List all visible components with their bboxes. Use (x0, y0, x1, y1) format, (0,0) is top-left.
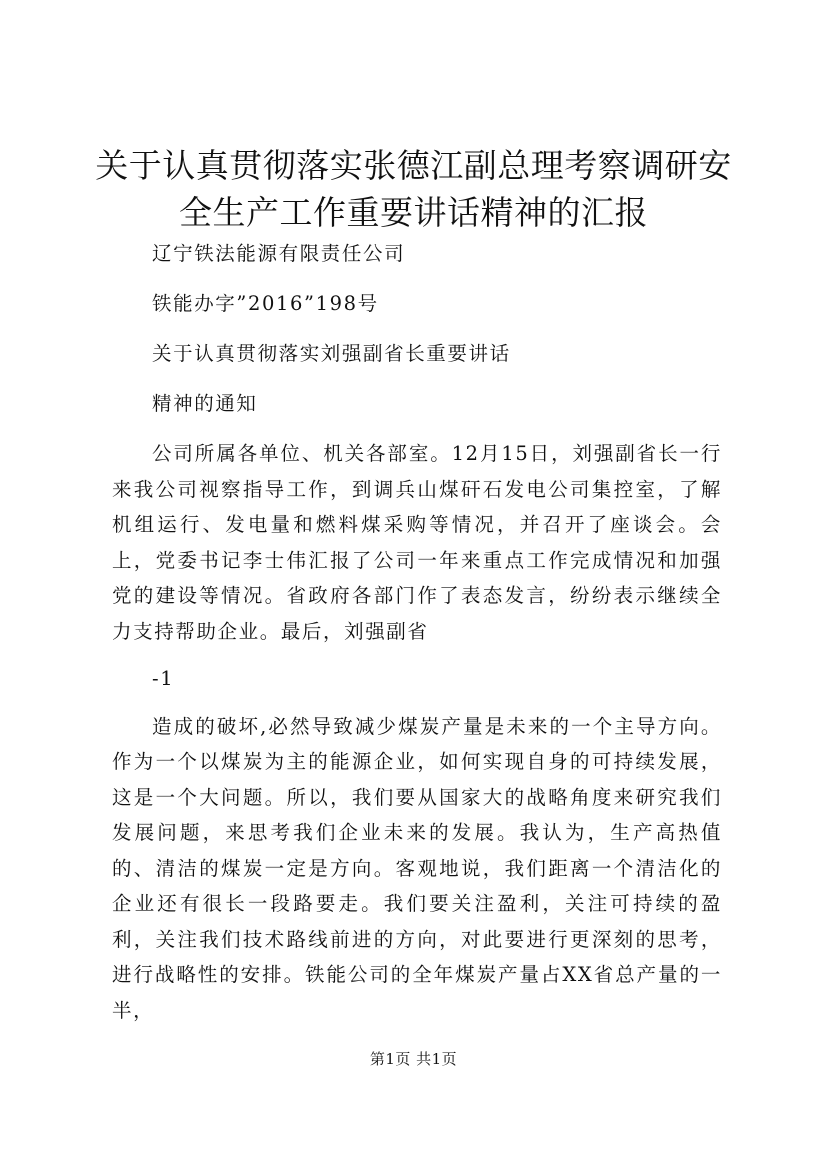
document-body (112, 236, 722, 1040)
page-footer: 第1页 共1页 (369, 1050, 458, 1068)
body-paragraph-1: 公司所属各单位、机关各部室。12月15日，刘强副省长一行来我公司视察指导工作，到调兵山煤矸石发电公司集控室，了解机组运行、发电量和燃料煤采购等情况，并召开了座谈会。会上，党委书记李士伟汇报了公司一年来重点工作完成情况和加强党的建设等情况。省政府各部门作了表态发言，纷纷表示继续全力支持帮助企业。最后，刘强副省 (112, 442, 722, 643)
body-paragraph-2: 造成的破坏,必然导致减少煤炭产量是未来的一个主导方向。作为一个以煤炭为主的能源企业，如何实现自身的可持续发展，这是一个大问题。所以，我们要从国家大的战略角度来研究我们发展问题，来思考我们企业未来的发展。我认为，生产高热值的、清洁的煤炭一定是方向。客观地说，我们距离一个清洁化的企业还有很长一段路要走。我们要关注盈利，关注可持续的盈利，关注我们技术路线前进的方向，对此要进行更深刻的思考，进行战略性的安排。铁能公司的全年煤炭产量占XX省总产量的一半， (112, 714, 722, 1022)
inline-page-mark: -1 (152, 667, 175, 690)
document-title: 关于认真贯彻落实张德江副总理考察调研安全生产工作重要讲话精神的汇报 (95, 146, 732, 232)
company-name: 辽宁铁法能源有限责任公司 (152, 242, 406, 265)
document-number: 铁能办字”2016”198号 (152, 292, 379, 315)
notice-title-line-2: 精神的通知 (152, 392, 258, 415)
notice-title-line-1: 关于认真贯彻落实刘强副省长重要讲话 (152, 342, 511, 365)
